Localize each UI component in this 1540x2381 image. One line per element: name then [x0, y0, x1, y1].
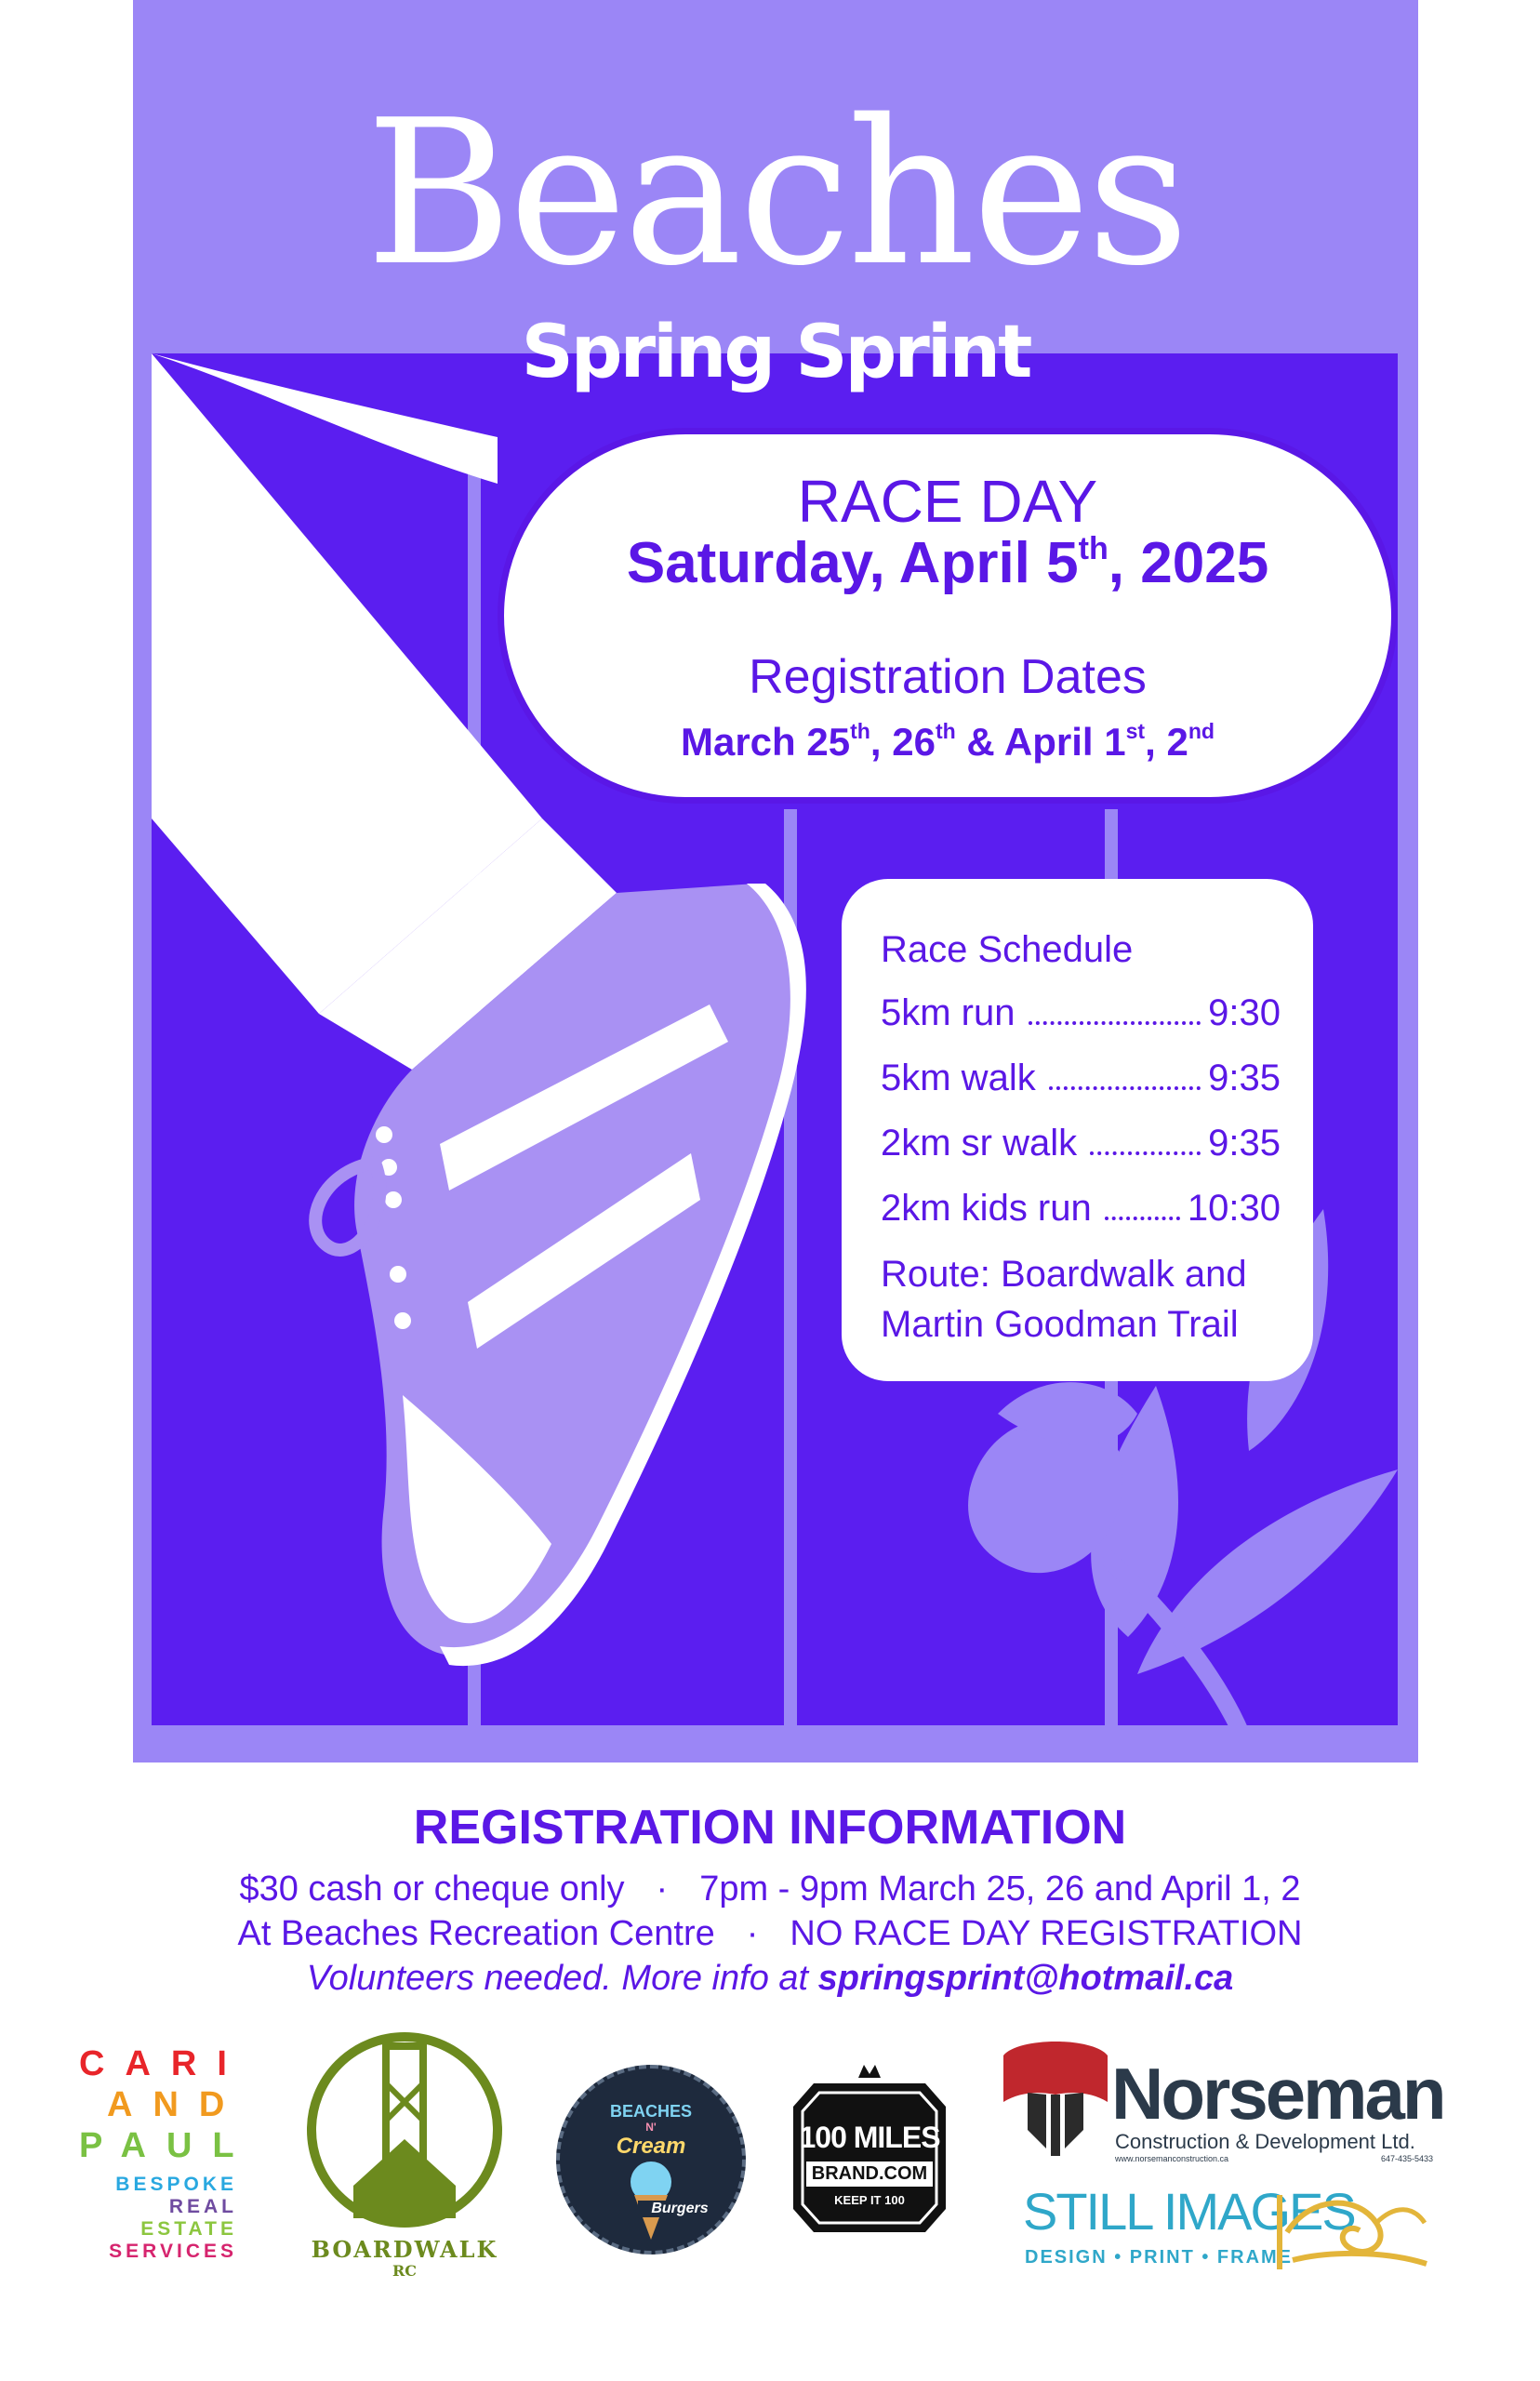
paul-word: PAUL [79, 2126, 255, 2165]
registration-line-2: At Beaches Recreation Centre · NO RACE DAY REGISTRATION [237, 1914, 1303, 1953]
registration-heading: REGISTRATION INFORMATION [413, 1801, 1127, 1855]
sponsor-cari-paul [79, 2044, 255, 2262]
lace-hole [385, 1191, 402, 1208]
schedule-item: 5km walk 9:35 [881, 1057, 1281, 1098]
norseman-helmet-icon [1000, 2037, 1111, 2158]
boardwalk-name: BOARDWALK [311, 2236, 498, 2263]
norseman-phone: 647-435-5433 [1381, 2154, 1434, 2163]
lace-hole [390, 1266, 406, 1283]
schedule-item: 2km sr walk 9:35 [881, 1123, 1281, 1164]
track-bottom [152, 1725, 1398, 1739]
boardwalk-sub: RC [392, 2262, 418, 2280]
boardwalk-logo [298, 2028, 511, 2232]
estate-word: ESTATE [140, 2218, 237, 2240]
race-day-label: RACE DAY [797, 468, 1098, 535]
services-word: SERVICES [109, 2241, 237, 2262]
sponsor-100-miles [786, 2065, 953, 2251]
100-miles-text-2: BRAND.COM [806, 2162, 933, 2187]
sponsor-still-images [1023, 2182, 1432, 2288]
race-schedule-box [842, 879, 1313, 1381]
schedule-item: 2km kids run 10:30 [881, 1188, 1281, 1229]
poster [133, 0, 1418, 1762]
sponsor-beaches-n-cream [556, 2065, 746, 2255]
sponsor-boardwalk-rc [298, 2028, 511, 2280]
still-images-flourish-icon [1274, 2186, 1432, 2275]
schedule-item: 5km run 9:30 [881, 992, 1281, 1033]
lace-hole [394, 1312, 411, 1329]
event-title: Beaches [365, 76, 1186, 310]
schedule-title: Race Schedule [881, 929, 1134, 970]
route-info: Route: Boardwalk and Martin Goodman Trail [881, 1254, 1247, 1345]
ice-cream-icon [614, 2158, 688, 2241]
100-miles-text-1: 100 MILES [799, 2121, 940, 2154]
bnc-text-4: Burgers [638, 2201, 722, 2217]
event-subtitle: Spring Sprint [521, 311, 1030, 394]
norseman-sub: Construction & Development Ltd. [1115, 2130, 1415, 2153]
race-day-box [498, 428, 1398, 804]
cari-word: CARI [79, 2044, 247, 2083]
registration-line-1: $30 cash or cheque only · 7pm - 9pm March 25, 26 and April 1, 2 [239, 1869, 1301, 1909]
contact-email[interactable]: springsprint@hotmail.ca [817, 1959, 1234, 1998]
and-word: AND [107, 2085, 246, 2124]
sponsor-norseman [1000, 2037, 1446, 2167]
100-miles-text-3: KEEP IT 100 [834, 2193, 905, 2207]
bnc-text-2: N' [645, 2121, 657, 2134]
still-images-name: STILL IMAGES [1023, 2182, 1355, 2241]
bnc-text-3: Cream [616, 2134, 686, 2159]
norseman-url: www.norsemanconstruction.ca [1115, 2154, 1229, 2163]
race-date: Saturday, April 5th, 2025 [626, 531, 1269, 595]
100-miles-badge [786, 2065, 953, 2251]
still-images-sub: DESIGN • PRINT • FRAME [1025, 2247, 1294, 2268]
lace-hole [376, 1126, 392, 1143]
registration-line-3: Volunteers needed. More info at springsprint@hotmail.ca [306, 1959, 1234, 1998]
norseman-name: Norseman [1111, 2053, 1444, 2135]
bnc-text-1: BEACHES [609, 2102, 692, 2121]
registration-dates: March 25th, 26th & April 1st, 2nd [680, 719, 1215, 764]
real-word: REAL [168, 2196, 237, 2217]
bespoke-word: BESPOKE [115, 2174, 237, 2195]
registration-dates-label: Registration Dates [749, 650, 1147, 704]
